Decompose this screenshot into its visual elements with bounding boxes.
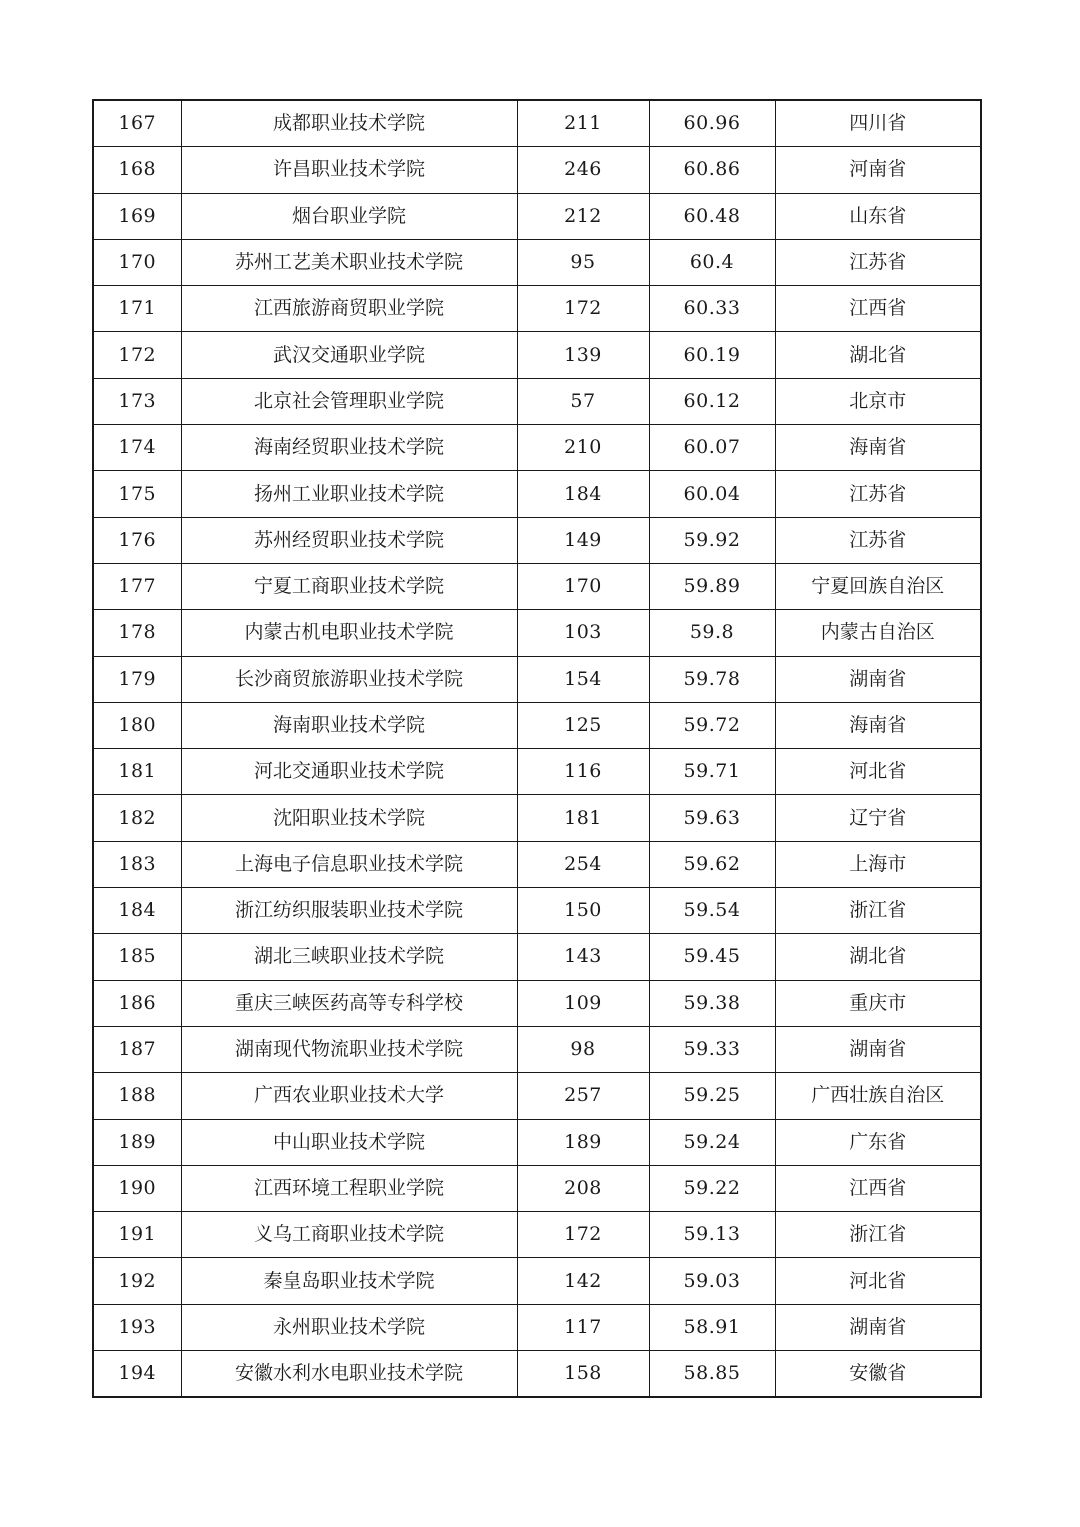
- province-cell: 江西省: [775, 1165, 981, 1211]
- rank-cell: 180: [93, 702, 181, 748]
- rank-cell: 185: [93, 934, 181, 980]
- table-row: [93, 378, 981, 424]
- province-cell: 四川省: [775, 100, 981, 147]
- province-cell: 广西壮族自治区: [775, 1073, 981, 1119]
- college-name-cell: 永州职业技术学院: [181, 1304, 517, 1350]
- table-row: [93, 332, 981, 378]
- college-name-cell: 宁夏工商职业技术学院: [181, 563, 517, 609]
- table-row: [93, 425, 981, 471]
- count-cell: 184: [517, 471, 649, 517]
- college-name-cell: 中山职业技术学院: [181, 1119, 517, 1165]
- score-cell: 60.04: [649, 471, 775, 517]
- province-cell: 江苏省: [775, 239, 981, 285]
- province-cell: 上海市: [775, 841, 981, 887]
- table-row: [93, 517, 981, 563]
- ranking-table-body: [93, 100, 981, 1397]
- score-cell: 59.24: [649, 1119, 775, 1165]
- rank-cell: 190: [93, 1165, 181, 1211]
- count-cell: 98: [517, 1026, 649, 1072]
- count-cell: 139: [517, 332, 649, 378]
- province-cell: 浙江省: [775, 1212, 981, 1258]
- score-cell: 60.4: [649, 239, 775, 285]
- province-cell: 内蒙古自治区: [775, 610, 981, 656]
- table-row: [93, 795, 981, 841]
- college-name-cell: 苏州工艺美术职业技术学院: [181, 239, 517, 285]
- count-cell: 172: [517, 286, 649, 332]
- province-cell: 浙江省: [775, 888, 981, 934]
- college-name-cell: 上海电子信息职业技术学院: [181, 841, 517, 887]
- score-cell: 59.33: [649, 1026, 775, 1072]
- rank-cell: 182: [93, 795, 181, 841]
- table-row: [93, 100, 981, 147]
- province-cell: 宁夏回族自治区: [775, 563, 981, 609]
- count-cell: 57: [517, 378, 649, 424]
- table-row: [93, 749, 981, 795]
- table-row: [93, 656, 981, 702]
- college-name-cell: 沈阳职业技术学院: [181, 795, 517, 841]
- count-cell: 154: [517, 656, 649, 702]
- score-cell: 59.03: [649, 1258, 775, 1304]
- rank-cell: 189: [93, 1119, 181, 1165]
- rank-cell: 168: [93, 147, 181, 193]
- score-cell: 59.71: [649, 749, 775, 795]
- score-cell: 59.45: [649, 934, 775, 980]
- rank-cell: 183: [93, 841, 181, 887]
- count-cell: 158: [517, 1351, 649, 1398]
- count-cell: 117: [517, 1304, 649, 1350]
- college-name-cell: 义乌工商职业技术学院: [181, 1212, 517, 1258]
- score-cell: 59.13: [649, 1212, 775, 1258]
- rank-cell: 170: [93, 239, 181, 285]
- rank-cell: 171: [93, 286, 181, 332]
- score-cell: 59.62: [649, 841, 775, 887]
- college-name-cell: 河北交通职业技术学院: [181, 749, 517, 795]
- count-cell: 109: [517, 980, 649, 1026]
- score-cell: 60.48: [649, 193, 775, 239]
- college-name-cell: 成都职业技术学院: [181, 100, 517, 147]
- table-row: [93, 1212, 981, 1258]
- province-cell: 海南省: [775, 425, 981, 471]
- score-cell: 60.33: [649, 286, 775, 332]
- rank-cell: 187: [93, 1026, 181, 1072]
- score-cell: 60.86: [649, 147, 775, 193]
- province-cell: 河南省: [775, 147, 981, 193]
- rank-cell: 186: [93, 980, 181, 1026]
- count-cell: 95: [517, 239, 649, 285]
- rank-cell: 194: [93, 1351, 181, 1398]
- table-row: [93, 471, 981, 517]
- table-row: [93, 934, 981, 980]
- table-row: [93, 147, 981, 193]
- count-cell: 246: [517, 147, 649, 193]
- count-cell: 257: [517, 1073, 649, 1119]
- table-row: [93, 610, 981, 656]
- rank-cell: 167: [93, 100, 181, 147]
- count-cell: 210: [517, 425, 649, 471]
- college-name-cell: 烟台职业学院: [181, 193, 517, 239]
- college-name-cell: 湖南现代物流职业技术学院: [181, 1026, 517, 1072]
- college-name-cell: 武汉交通职业学院: [181, 332, 517, 378]
- score-cell: 59.22: [649, 1165, 775, 1211]
- score-cell: 59.92: [649, 517, 775, 563]
- table-row: [93, 286, 981, 332]
- score-cell: 59.63: [649, 795, 775, 841]
- count-cell: 212: [517, 193, 649, 239]
- province-cell: 湖北省: [775, 332, 981, 378]
- college-name-cell: 北京社会管理职业学院: [181, 378, 517, 424]
- rank-cell: 175: [93, 471, 181, 517]
- table-row: [93, 1351, 981, 1398]
- college-name-cell: 重庆三峡医药高等专科学校: [181, 980, 517, 1026]
- table-row: [93, 841, 981, 887]
- table-row: [93, 563, 981, 609]
- college-name-cell: 秦皇岛职业技术学院: [181, 1258, 517, 1304]
- count-cell: 150: [517, 888, 649, 934]
- rank-cell: 172: [93, 332, 181, 378]
- college-name-cell: 海南职业技术学院: [181, 702, 517, 748]
- college-name-cell: 安徽水利水电职业技术学院: [181, 1351, 517, 1398]
- table-row: [93, 1165, 981, 1211]
- rank-cell: 179: [93, 656, 181, 702]
- rank-cell: 188: [93, 1073, 181, 1119]
- score-cell: 59.72: [649, 702, 775, 748]
- table-row: [93, 1119, 981, 1165]
- province-cell: 江西省: [775, 286, 981, 332]
- province-cell: 河北省: [775, 749, 981, 795]
- college-name-cell: 苏州经贸职业技术学院: [181, 517, 517, 563]
- rank-cell: 184: [93, 888, 181, 934]
- province-cell: 江苏省: [775, 471, 981, 517]
- province-cell: 湖北省: [775, 934, 981, 980]
- table-row: [93, 980, 981, 1026]
- score-cell: 59.89: [649, 563, 775, 609]
- province-cell: 湖南省: [775, 1304, 981, 1350]
- table-row: [93, 239, 981, 285]
- table-row: [93, 1073, 981, 1119]
- count-cell: 208: [517, 1165, 649, 1211]
- score-cell: 59.54: [649, 888, 775, 934]
- college-name-cell: 扬州工业职业技术学院: [181, 471, 517, 517]
- province-cell: 湖南省: [775, 656, 981, 702]
- score-cell: 60.19: [649, 332, 775, 378]
- rank-cell: 177: [93, 563, 181, 609]
- college-name-cell: 许昌职业技术学院: [181, 147, 517, 193]
- province-cell: 江苏省: [775, 517, 981, 563]
- count-cell: 103: [517, 610, 649, 656]
- table-row: [93, 1258, 981, 1304]
- province-cell: 重庆市: [775, 980, 981, 1026]
- count-cell: 142: [517, 1258, 649, 1304]
- province-cell: 河北省: [775, 1258, 981, 1304]
- count-cell: 211: [517, 100, 649, 147]
- province-cell: 广东省: [775, 1119, 981, 1165]
- score-cell: 59.8: [649, 610, 775, 656]
- college-name-cell: 内蒙古机电职业技术学院: [181, 610, 517, 656]
- rank-cell: 169: [93, 193, 181, 239]
- count-cell: 172: [517, 1212, 649, 1258]
- score-cell: 60.07: [649, 425, 775, 471]
- score-cell: 59.25: [649, 1073, 775, 1119]
- college-name-cell: 江西环境工程职业学院: [181, 1165, 517, 1211]
- table-row: [93, 1304, 981, 1350]
- province-cell: 辽宁省: [775, 795, 981, 841]
- table-row: [93, 702, 981, 748]
- table-row: [93, 888, 981, 934]
- rank-cell: 192: [93, 1258, 181, 1304]
- college-name-cell: 浙江纺织服装职业技术学院: [181, 888, 517, 934]
- count-cell: 170: [517, 563, 649, 609]
- province-cell: 山东省: [775, 193, 981, 239]
- rank-cell: 176: [93, 517, 181, 563]
- score-cell: 59.38: [649, 980, 775, 1026]
- college-name-cell: 湖北三峡职业技术学院: [181, 934, 517, 980]
- count-cell: 149: [517, 517, 649, 563]
- rank-cell: 178: [93, 610, 181, 656]
- college-name-cell: 广西农业职业技术大学: [181, 1073, 517, 1119]
- table-row: [93, 1026, 981, 1072]
- count-cell: 143: [517, 934, 649, 980]
- ranking-table: [92, 99, 982, 1398]
- score-cell: 58.91: [649, 1304, 775, 1350]
- rank-cell: 191: [93, 1212, 181, 1258]
- province-cell: 湖南省: [775, 1026, 981, 1072]
- college-name-cell: 江西旅游商贸职业学院: [181, 286, 517, 332]
- table-row: [93, 193, 981, 239]
- score-cell: 60.12: [649, 378, 775, 424]
- score-cell: 60.96: [649, 100, 775, 147]
- rank-cell: 181: [93, 749, 181, 795]
- count-cell: 189: [517, 1119, 649, 1165]
- count-cell: 254: [517, 841, 649, 887]
- college-name-cell: 长沙商贸旅游职业技术学院: [181, 656, 517, 702]
- province-cell: 海南省: [775, 702, 981, 748]
- score-cell: 58.85: [649, 1351, 775, 1398]
- province-cell: 安徽省: [775, 1351, 981, 1398]
- college-name-cell: 海南经贸职业技术学院: [181, 425, 517, 471]
- score-cell: 59.78: [649, 656, 775, 702]
- count-cell: 125: [517, 702, 649, 748]
- count-cell: 116: [517, 749, 649, 795]
- rank-cell: 193: [93, 1304, 181, 1350]
- rank-cell: 174: [93, 425, 181, 471]
- rank-cell: 173: [93, 378, 181, 424]
- province-cell: 北京市: [775, 378, 981, 424]
- count-cell: 181: [517, 795, 649, 841]
